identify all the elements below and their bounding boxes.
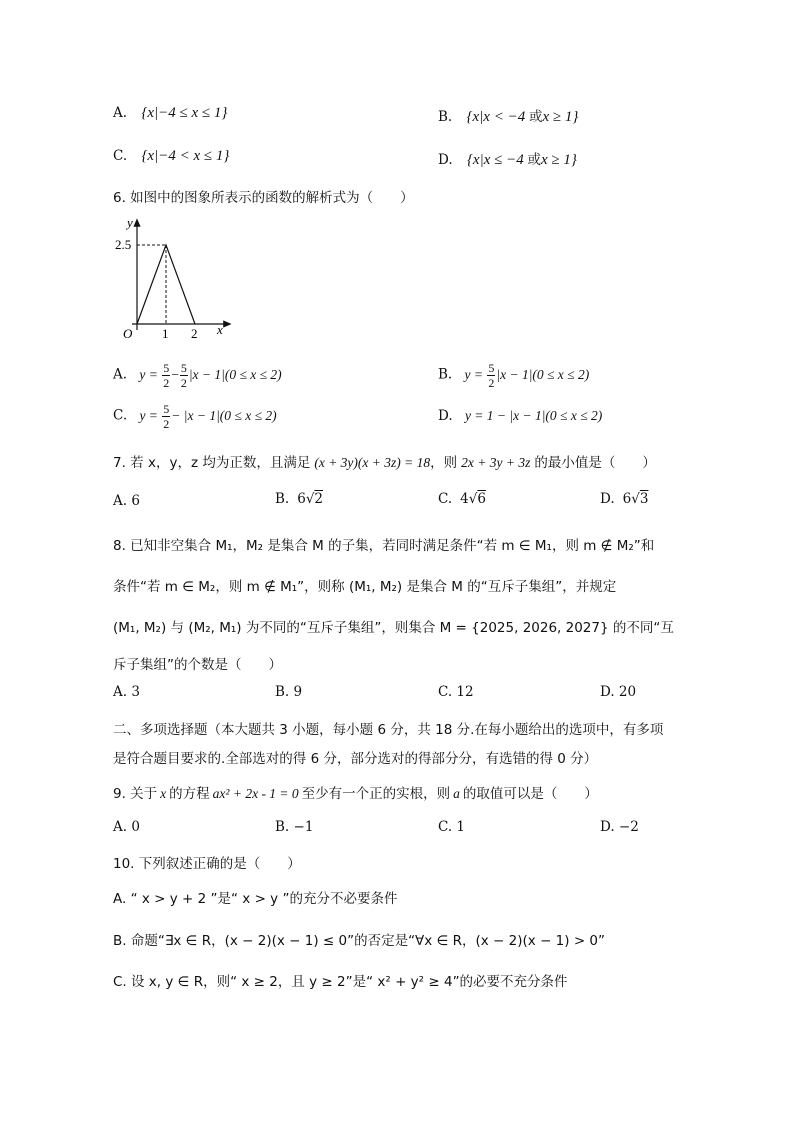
q6-option-a: A. y = $\frac{5}{2}$ − $\frac{5}{2}$ |x − 1|(0 ≤ x ≤ 2)	[113, 361, 282, 390]
section-2-heading-line-1: 二、多项选择题（本大题共 3 小题，每小题 6 分，共 18 分.在每小题给出的选项中，有多项	[113, 722, 664, 738]
q6-function-graph	[110, 212, 240, 342]
q7-option-b: B. 6√2	[275, 491, 324, 507]
q8-option-c: C. 12	[438, 684, 474, 700]
q5-option-c-expr: {x|−4 < x ≤ 1}	[141, 148, 230, 164]
q9-option-a: A. 0	[113, 819, 140, 835]
q10-option-b: B. 命题“∃x ∈ R，(x − 2)(x − 1) ≤ 0”的否定是“∀x ∈ R，(x − 2)(x − 1) > 0”	[113, 933, 605, 949]
q10-option-c: C. 设 x, y ∈ R，则“ x ≥ 2，且 y ≥ 2”是“ x² + y² ≥ 4”的必要不充分条件	[113, 974, 568, 990]
q5-option-c	[113, 148, 229, 165]
q5-option-d	[438, 148, 577, 169]
q5-option-c-label: C.	[113, 148, 128, 164]
section-2-heading-line-2: 是符合题目要求的.全部选对的得 6 分，部分选对的得部分分，有选错的得 0 分）	[113, 751, 598, 767]
q5-option-b-expr: {x|x < −4 或x ≥ 1}	[466, 109, 579, 125]
q10-stem: 10. 下列叙述正确的是（ ）	[113, 856, 301, 872]
q8-stem-line-1: 8. 已知非空集合 M₁，M₂ 是集合 M 的子集，若同时满足条件“若 m ∈ M₁，则 m ∉ M₂”和	[113, 538, 655, 554]
q7-option-c: C. 4√6	[438, 491, 486, 507]
q6-stem: 6. 如图中的图象所表示的函数的解析式为（ ）	[113, 190, 414, 206]
q5-option-a-expr: {x|−4 ≤ x ≤ 1}	[141, 105, 228, 121]
q6-graph-tick-2-label: 2	[191, 326, 198, 341]
q9-option-c: C. 1	[438, 819, 466, 835]
q6-option-b: B. y = $\frac{5}{2}$ |x − 1|(0 ≤ x ≤ 2)	[438, 361, 590, 390]
q7-option-d: D. 6√3	[600, 491, 649, 507]
q5-option-d-label: D.	[438, 152, 453, 168]
q5-option-d-expr: {x|x ≤ −4 或x ≥ 1}	[466, 152, 577, 168]
q6-option-c: C. y = $\frac{5}{2}$ − |x − 1|(0 ≤ x ≤ 2)	[113, 402, 277, 431]
q6-graph-peak-label: 2.5	[115, 237, 132, 252]
q8-option-a: A. 3	[113, 684, 140, 700]
q7-option-a: A. 6	[113, 493, 140, 509]
q8-option-d: D. 20	[600, 684, 637, 700]
q5-option-b-label: B.	[438, 109, 453, 125]
q5-option-b	[438, 105, 578, 126]
q8-stem-line-3: (M₁, M₂) 与 (M₂, M₁) 为不同的“互斥子集组”，则集合 M = {2025, 2026, 2027} 的不同“互	[113, 620, 674, 636]
q6-graph-tick-1-label: 1	[162, 326, 169, 341]
q8-stem-line-2: 条件“若 m ∈ M₂，则 m ∉ M₁”，则称 (M₁, M₂) 是集合 M 的“互斥子集组”，并规定	[113, 579, 617, 595]
q5-option-a-label: A.	[113, 105, 128, 121]
q6-graph-x-label: x	[217, 322, 223, 337]
q8-option-b: B. 9	[275, 684, 303, 700]
q9-stem: 9. 关于 x 的方程 ax² + 2x - 1 = 0 至少有一个正的实根，则 a 的取值可以是（ ）	[113, 786, 598, 802]
q6-graph-origin-label: O	[123, 326, 133, 341]
q6-graph-y-label: y	[127, 215, 133, 230]
q7-stem: 7. 若 x，y，z 均为正数，且满足 (x + 3y)(x + 3z) = 18，则 2x + 3y + 3z 的最小值是（ ）	[113, 455, 656, 471]
q8-stem-line-4: 斥子集组”的个数是（ ）	[113, 657, 282, 673]
q9-option-d: D. −2	[600, 819, 639, 835]
q9-option-b: B. −1	[275, 819, 314, 835]
q6-option-d: D. y = 1 − |x − 1|(0 ≤ x ≤ 2)	[438, 408, 603, 424]
q10-option-a: A. “ x > y + 2 ”是“ x > y ”的充分不必要条件	[113, 891, 398, 907]
q5-option-a	[113, 105, 227, 122]
